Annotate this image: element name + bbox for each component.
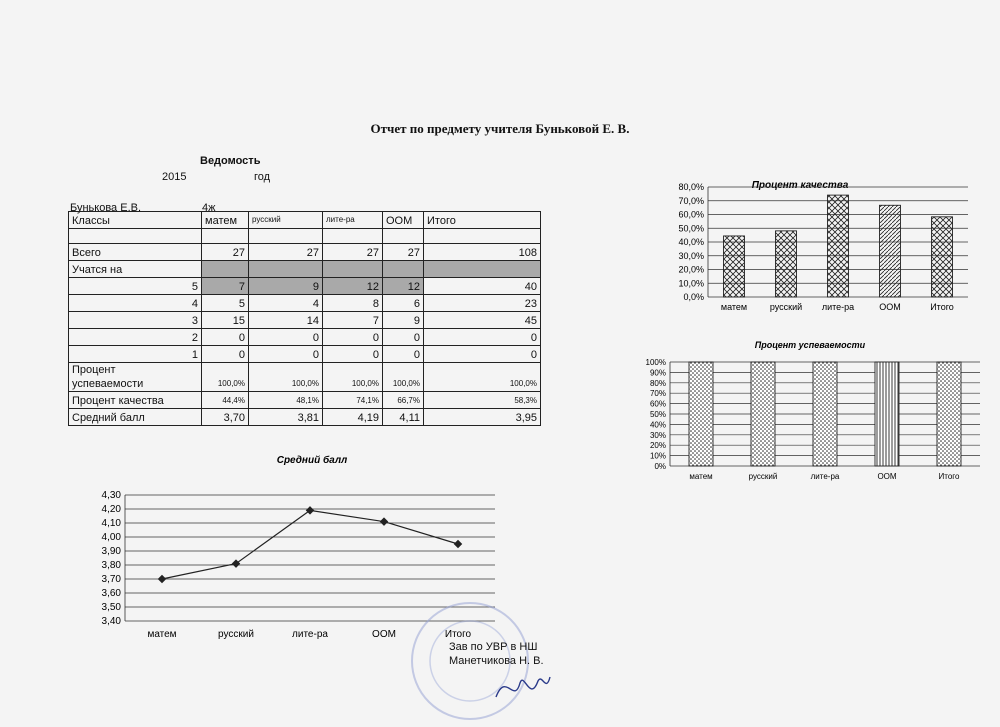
table-cell: 3,81 [249,409,323,426]
chart-title: Процент успеваемости [754,340,866,350]
table-cell: 44,4% [202,392,249,409]
table-cell: 15 [202,312,249,329]
row-label [69,363,202,392]
y-tick-label: 0,0% [683,292,704,302]
y-tick-label: 3,70 [101,574,121,585]
quality-bar-chart [640,175,980,325]
bar-Итого [937,362,961,466]
row-label: 5 [69,278,202,295]
chart-title: Процент качества [751,180,849,191]
success-bar-chart [630,338,990,493]
table-cell: 0 [323,346,383,363]
table-cell: 74,1% [323,392,383,409]
year-label: год [254,171,271,183]
point-Итого [454,540,462,548]
header-cell: Классы [69,212,202,229]
x-axis [689,472,960,481]
header-cell: ООМ [383,212,424,229]
x-tick-label: матем [689,472,713,481]
table-cell: 3,70 [202,409,249,426]
header-cell: лите-ра [323,212,383,229]
table-cell: 3,95 [424,409,541,426]
report-title: Отчет по предмету учителя Буньковой Е. В. [370,121,630,136]
y-tick-label: 4,10 [101,518,121,529]
bar-ООМ [875,362,899,466]
table-row [69,229,541,244]
y-tick-label: 30% [649,430,666,440]
table-row-learning [69,261,541,278]
table-cell: 0 [424,329,541,346]
table-row-average [69,409,541,426]
signature-name: Манетчикова Н. В. [449,655,544,667]
point-ООМ [380,517,388,525]
table-cell: 0 [249,346,323,363]
y-axis [646,358,666,471]
x-tick-label: Итого [938,472,960,481]
table-row-grade-2 [69,329,541,346]
line-series [158,506,462,583]
y-tick-label: 3,80 [101,560,121,571]
table-row-grade-3 [69,312,541,329]
y-tick-label: 30,0% [678,250,704,261]
y-tick-label: 50,0% [678,223,704,234]
row-label: Всего [69,244,202,261]
average-series-line [162,510,458,579]
row-label: 4 [69,295,202,312]
y-tick-label: 20% [649,441,666,451]
y-tick-label: 20,0% [678,264,704,275]
bar-русский [776,231,797,297]
table-cell: 0 [323,329,383,346]
year-value: 2015 [162,171,187,183]
x-tick-label: ООМ [877,472,897,481]
y-tick-label: 50% [649,410,666,419]
y-tick-label: 3,50 [101,602,121,613]
grades-table [68,211,541,426]
y-tick-label: 0% [654,462,666,471]
x-tick-label: лите-ра [821,302,855,312]
table-cell: 27 [323,244,383,261]
table-cell: 12 [323,278,383,295]
y-tick-label: 3,40 [101,616,121,627]
bar-русский [751,362,775,466]
table-cell: 66,7% [383,392,424,409]
y-tick-label: 4,30 [101,490,121,501]
table-cell: 7 [202,278,249,295]
y-tick-label: 100% [645,358,666,367]
x-tick-label: русский [769,302,803,312]
x-tick-label: ООМ [372,629,396,640]
bar-лите-ра [813,362,837,466]
table-cell: 12 [383,278,424,295]
table-cell: 100,0% [249,363,323,392]
table-cell: 27 [249,244,323,261]
point-лите-ра [306,506,314,514]
point-матем [158,575,166,583]
y-tick-label: 80,0% [678,182,704,192]
bars [724,195,953,297]
bar-Итого [932,217,953,297]
x-tick-label: матем [147,629,177,640]
x-tick-label: матем [720,302,748,312]
row-label-line: успеваемости [72,378,144,390]
y-tick-label: 4,20 [101,504,121,515]
table-header-row [69,212,541,229]
teacher-name: Бунькова Е.В. [70,202,142,214]
table-cell: 0 [202,346,249,363]
table-row-grade-5 [69,278,541,295]
x-tick-label: лите-ра [810,472,840,481]
bar-матем [689,362,713,466]
table-cell: 4 [249,295,323,312]
y-tick-label: 40,0% [678,237,704,247]
chart-title: Средний балл [276,455,348,466]
class-name: 4ж [202,202,216,214]
x-tick-label: русский [748,472,778,481]
row-label: Учатся на [69,261,202,278]
y-tick-label: 3,90 [101,546,121,557]
table-row-total [69,244,541,261]
y-tick-label: 10,0% [678,278,704,289]
header-cell: русский [249,212,323,229]
header-cell: Итого [424,212,541,229]
header-cell: матем [202,212,249,229]
y-tick-label: 60% [649,399,666,409]
table-cell: 4,19 [323,409,383,426]
y-tick-label: 3,60 [101,588,121,599]
y-tick-label: 70,0% [678,195,704,206]
y-tick-label: 4,00 [101,532,121,543]
x-tick-label: Итого [930,302,954,312]
table-cell: 7 [323,312,383,329]
table-cell: 100,0% [202,363,249,392]
table-row-grade-4 [69,295,541,312]
x-tick-label: ООМ [879,302,901,312]
table-cell: 23 [424,295,541,312]
table-cell: 45 [424,312,541,329]
x-tick-label: Итого [444,629,472,640]
table-cell: 4,11 [383,409,424,426]
table-cell: 0 [424,346,541,363]
table-cell: 100,0% [424,363,541,392]
row-label: Средний балл [69,409,202,426]
table-cell: 58,3% [424,392,541,409]
table-cell: 6 [383,295,424,312]
table-cell: 108 [424,244,541,261]
table-cell: 0 [383,346,424,363]
row-label-line: Процент [72,364,116,376]
y-tick-label: 70% [649,389,666,399]
table-cell: 100,0% [323,363,383,392]
point-русский [232,559,240,567]
row-label: Процент качества [69,392,202,409]
y-tick-label: 80% [649,378,666,388]
table-cell: 8 [323,295,383,312]
table-cell: 40 [424,278,541,295]
y-axis [102,490,122,627]
table-cell: 27 [202,244,249,261]
table-cell: 14 [249,312,323,329]
row-label: 2 [69,329,202,346]
y-tick-label: 60,0% [678,209,704,220]
x-tick-label: лите-ра [292,629,328,640]
row-label: 3 [69,312,202,329]
handwritten-signature [488,663,558,713]
table-row-grade-1 [69,346,541,363]
x-axis [721,302,954,312]
bar-ООМ [880,205,901,297]
table-cell: 0 [249,329,323,346]
table-cell: 5 [202,295,249,312]
table-row-quality [69,392,541,409]
document-subtitle: Ведомость [200,155,261,167]
y-tick-label: 90% [649,368,666,378]
table-cell: 0 [202,329,249,346]
bar-матем [724,236,745,297]
row-label: 1 [69,346,202,363]
table-cell: 100,0% [383,363,424,392]
x-tick-label: русский [218,629,254,640]
table-row-success [69,363,541,392]
y-tick-label: 40% [649,420,666,430]
table-cell: 48,1% [249,392,323,409]
table-cell: 0 [383,329,424,346]
table-cell: 9 [249,278,323,295]
bar-лите-ра [828,195,849,297]
y-axis [678,182,704,302]
y-tick-label: 10% [649,451,666,461]
signature-position: Зав по УВР в НШ [449,641,538,653]
table-cell: 27 [383,244,424,261]
table-cell: 9 [383,312,424,329]
